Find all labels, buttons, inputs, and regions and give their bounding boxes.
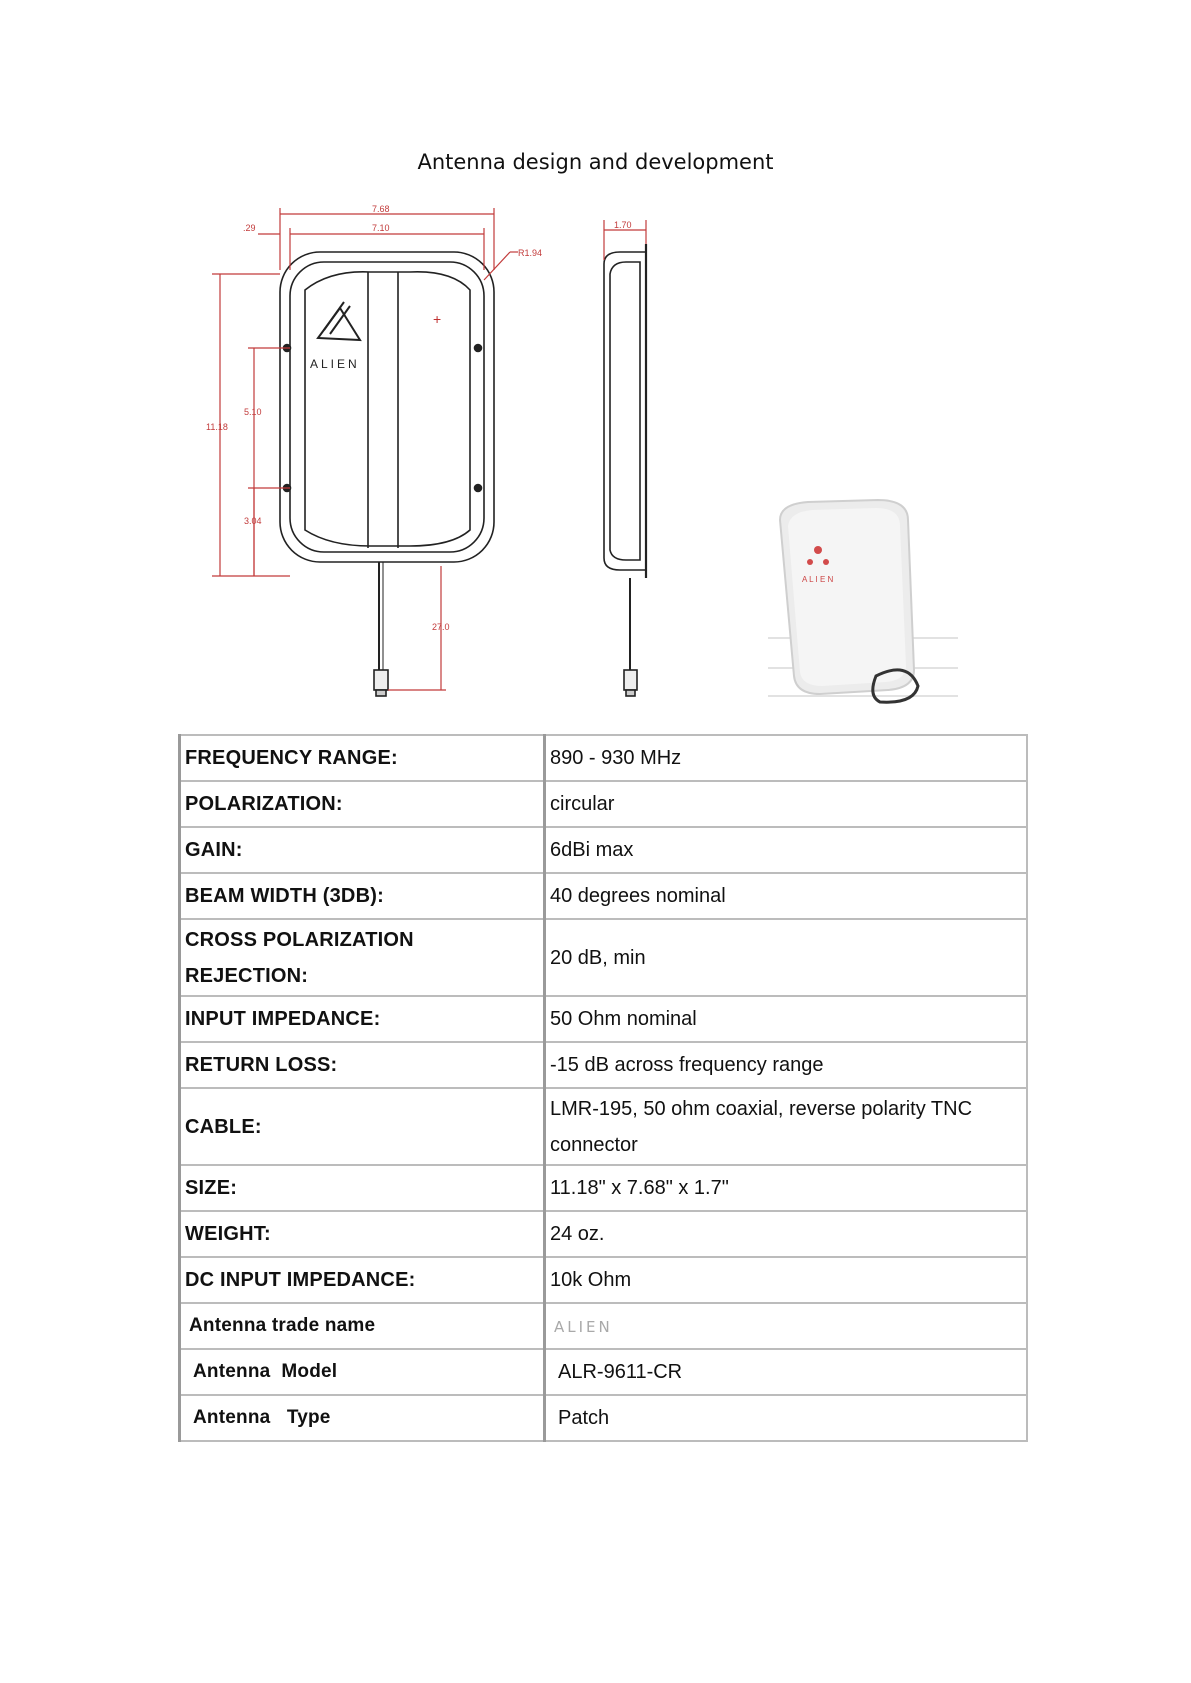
spec-label: INPUT IMPEDANCE: (180, 996, 545, 1042)
type-label: Antenna Type (180, 1395, 545, 1441)
table-row (180, 873, 1028, 919)
spec-value: 890 - 930 MHz (545, 735, 1028, 781)
spec-label: POLARIZATION: (180, 781, 545, 827)
table-row (180, 1349, 1028, 1395)
table-row (180, 781, 1028, 827)
type-value: Patch (545, 1395, 1028, 1441)
trade-name-value (545, 1303, 1028, 1349)
table-row (180, 1211, 1028, 1257)
spec-value: 50 Ohm nominal (545, 996, 1028, 1042)
alien-logo-icon (318, 302, 360, 340)
spec-label: SIZE: (180, 1165, 545, 1211)
spec-label: DC INPUT IMPEDANCE: (180, 1257, 545, 1303)
antenna-technical-drawing (0, 190, 1191, 710)
front-view (280, 252, 494, 696)
spec-value: circular (545, 781, 1028, 827)
table-row (180, 735, 1028, 781)
spec-value: 6dBi max (545, 827, 1028, 873)
model-label: Antenna Model (180, 1349, 545, 1395)
front-dimensions (212, 208, 518, 690)
table-row (180, 1042, 1028, 1088)
spec-label: CABLE: (180, 1088, 545, 1165)
dim-cable-length: 27.0 (432, 622, 450, 632)
dim-radius: R1.94 (518, 248, 543, 258)
table-row (180, 919, 1028, 996)
dim-height-total: 11.18 (206, 422, 228, 432)
table-row (180, 1165, 1028, 1211)
table-row (180, 996, 1028, 1042)
spec-label: WEIGHT: (180, 1211, 545, 1257)
spec-label: RETURN LOSS: (180, 1042, 545, 1088)
table-row (180, 1395, 1028, 1441)
dim-top-outer: 7.68 (372, 204, 390, 214)
table-row (180, 1303, 1028, 1349)
logo-label: ALIEN (310, 357, 360, 371)
spec-value: LMR-195, 50 ohm coaxial, reverse polarity TNC connector (545, 1088, 1028, 1165)
table-row (180, 1088, 1028, 1165)
spec-value: -15 dB across frequency range (545, 1042, 1028, 1088)
table-row (180, 1257, 1028, 1303)
svg-text:+: + (433, 311, 442, 327)
spec-label: GAIN: (180, 827, 545, 873)
spec-value: 11.18" x 7.68" x 1.7" (545, 1165, 1028, 1211)
page-title: Antenna design and development (417, 150, 774, 174)
spec-value: 24 oz. (545, 1211, 1028, 1257)
dim-top-inner: 7.10 (372, 223, 390, 233)
alien-logo-text: ALIEN (554, 1317, 613, 1336)
side-view (604, 244, 646, 696)
dim-height-mid: 5.10 (244, 407, 262, 417)
spec-value: 20 dB, min (545, 919, 1028, 996)
table-row (180, 827, 1028, 873)
spec-label: FREQUENCY RANGE: (180, 735, 545, 781)
dim-height-low: 3.04 (244, 516, 262, 526)
trade-name-label: Antenna trade name (180, 1303, 545, 1349)
spec-value: 10k Ohm (545, 1257, 1028, 1303)
svg-text:A L I E N: A L I E N (802, 575, 834, 584)
spec-value: 40 degrees nominal (545, 873, 1028, 919)
spec-table (178, 734, 1028, 1442)
antenna-photo (768, 490, 968, 710)
spec-label: BEAM WIDTH (3DB): (180, 873, 545, 919)
spec-label: CROSS POLARIZATION REJECTION: (180, 919, 545, 996)
dim-side-depth: 1.70 (614, 220, 632, 230)
dim-left-offset: .29 (243, 223, 256, 233)
model-value: ALR-9611-CR (545, 1349, 1028, 1395)
